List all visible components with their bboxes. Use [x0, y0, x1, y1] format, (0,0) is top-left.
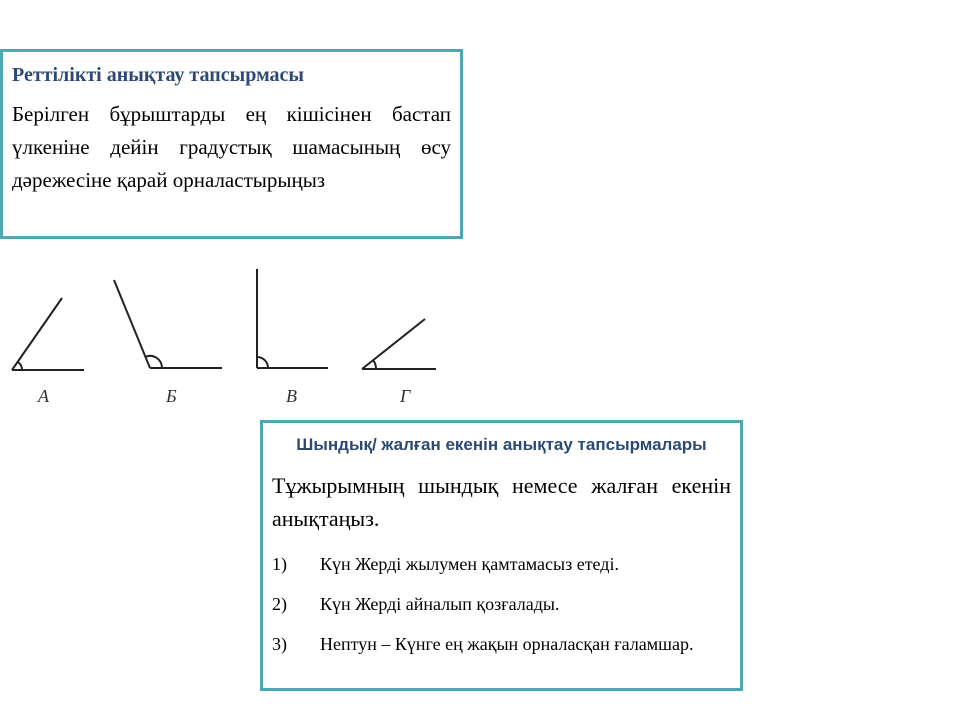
statement-item [272, 629, 731, 659]
ordering-task-instruction: Берілген бұрыштарды ең кішісінен бастап үлкеніне дейін градустық шамасының өсу дәрежесіне қарай орналастырыңыз [12, 102, 451, 192]
angle-label-a: А [38, 386, 49, 406]
statement-number: 2) [272, 594, 287, 614]
angle-label-g: Г [400, 386, 411, 406]
angle-label-b: Б [166, 386, 177, 406]
statement-text: Күн Жерді айналып қозғалады. [320, 594, 560, 614]
statement-text: Нептун – Күнге ең жақын орналасқан ғаламшар. [320, 634, 694, 654]
angle-a [12, 298, 84, 370]
statement-list [272, 549, 731, 659]
statement-number: 3) [272, 634, 287, 654]
ordering-task-box [0, 49, 463, 239]
statement-item [272, 549, 731, 579]
ordering-task-title: Реттілікті анықтау тапсырмасы [12, 64, 305, 86]
angle-v [257, 269, 328, 368]
angle-g [362, 319, 436, 369]
true-false-task-title: Шындық/ жалған екенін анықтау тапсырмалары [296, 435, 707, 454]
angle-label-v: В [286, 386, 297, 406]
true-false-task-box [260, 420, 743, 691]
true-false-task-intro: Тұжырымның шындық немесе жалған екенін анықтаңыз. [272, 473, 731, 531]
angle-b [114, 280, 222, 368]
angles-figure [0, 262, 460, 412]
statement-item [272, 589, 731, 619]
statement-number: 1) [272, 554, 287, 574]
statement-text: Күн Жерді жылумен қамтамасыз етеді. [320, 554, 619, 574]
